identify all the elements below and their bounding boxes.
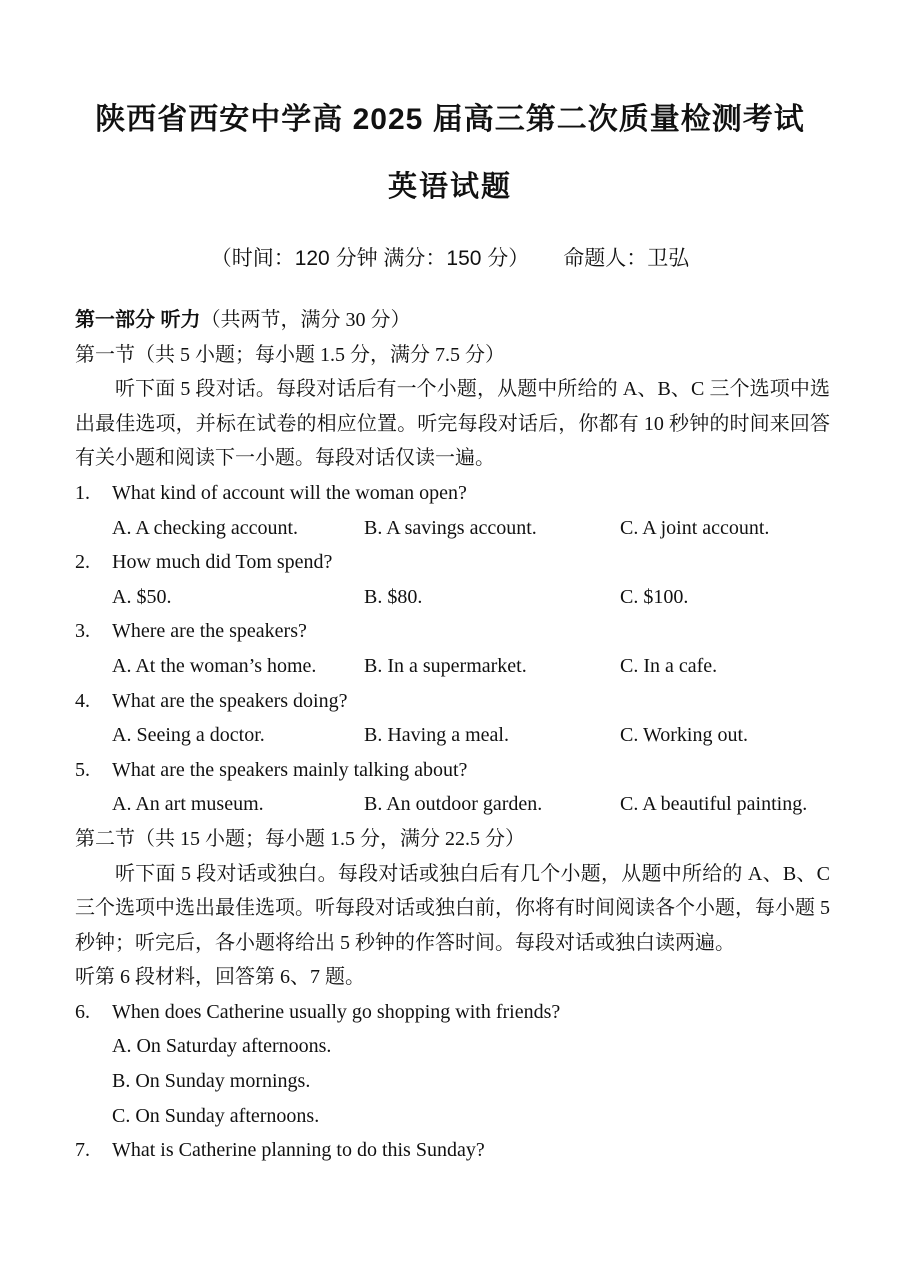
option-b: B. Having a meal.	[364, 724, 509, 747]
part1-heading	[75, 303, 830, 338]
section1-instructions: 听下面 5 段对话。每段对话后有一个小题，从题中所给的 A、B、C 三个选项中选出最佳选项，并标在试卷的相应位置。听完每段对话后，你都有 10 秒钟的时间来回答有关小题和阅读下一小题。每段对话仅读一遍。	[75, 378, 830, 470]
option-c: C. A joint account.	[620, 516, 770, 539]
section1-heading: 第一节（共 5 小题；每小题 1.5 分，满分 7.5 分）	[75, 343, 505, 366]
question-6-option-a: A. On Saturday afternoons.	[112, 1035, 332, 1058]
question-6-option-b: B. On Sunday mornings.	[112, 1070, 311, 1093]
part1-heading-note: （共两节，满分 30 分）	[200, 309, 411, 331]
question-number: 1.	[75, 481, 90, 504]
section2-instructions: 听下面 5 段对话或独白。每段对话或独白后有几个小题，从题中所给的 A、B、C 三个选项中选出最佳选项。听每段对话或独白前，你将有时间阅读各个小题，每小题 5 秒钟；听完后，各小题将给出 5 秒钟的作答时间。每段对话或独白读两遍。	[75, 862, 830, 954]
option-b: B. A savings account.	[364, 516, 537, 539]
question-text: When does Catherine usually go shopping with friends?	[112, 1000, 561, 1023]
option-b: B. $80.	[364, 585, 423, 608]
exam-body	[0, 303, 900, 1168]
option-a: A. An art museum.	[112, 793, 264, 816]
question-2	[75, 545, 830, 580]
question-text: What kind of account will the woman open?	[112, 481, 467, 504]
material-6-note: 听第 6 段材料，回答第 6、7 题。	[75, 966, 365, 989]
question-number: 4.	[75, 689, 90, 712]
option-a: A. $50.	[112, 585, 172, 608]
option-b: B. An outdoor garden.	[364, 793, 543, 816]
option-b: B. In a supermarket.	[364, 654, 527, 677]
question-1-options	[75, 511, 830, 546]
question-4-options	[75, 718, 830, 753]
question-number: 6.	[75, 1000, 90, 1023]
question-4	[75, 684, 830, 719]
question-6	[75, 995, 830, 1030]
option-a: A. A checking account.	[112, 516, 299, 539]
exam-author: 命题人：卫弘	[563, 247, 690, 270]
question-5-options	[75, 787, 830, 822]
question-text: Where are the speakers?	[112, 620, 307, 643]
question-3-options	[75, 649, 830, 684]
question-6-option-c: C. On Sunday afternoons.	[112, 1104, 320, 1127]
document-title: 陕西省西安中学高 2025 届高三第二次质量检测考试	[95, 103, 805, 136]
question-text: What is Catherine planning to do this Sunday?	[112, 1139, 485, 1162]
question-5	[75, 753, 830, 788]
question-number: 7.	[75, 1139, 90, 1162]
question-text: How much did Tom spend?	[112, 551, 333, 574]
option-c: C. Working out.	[620, 724, 749, 747]
exam-meta-line	[0, 242, 900, 276]
exam-time-score: （时间：120 分钟 满分：150 分）	[210, 247, 530, 270]
question-text: What are the speakers mainly talking about?	[112, 758, 468, 781]
question-3	[75, 614, 830, 649]
section2-heading: 第二节（共 15 小题；每小题 1.5 分，满分 22.5 分）	[75, 827, 525, 850]
question-number: 5.	[75, 758, 90, 781]
question-2-options	[75, 580, 830, 615]
question-7	[75, 1133, 830, 1168]
question-number: 2.	[75, 551, 90, 574]
part1-heading-main: 第一部分 听力	[75, 309, 201, 331]
question-number: 3.	[75, 620, 90, 643]
question-text: What are the speakers doing?	[112, 689, 348, 712]
option-c: C. A beautiful painting.	[620, 793, 808, 816]
option-c: C. $100.	[620, 585, 689, 608]
document-subtitle: 英语试题	[387, 171, 512, 203]
question-1	[75, 476, 830, 511]
option-a: A. At the woman’s home.	[112, 654, 317, 677]
option-a: A. Seeing a doctor.	[112, 724, 265, 747]
option-c: C. In a cafe.	[620, 654, 718, 677]
